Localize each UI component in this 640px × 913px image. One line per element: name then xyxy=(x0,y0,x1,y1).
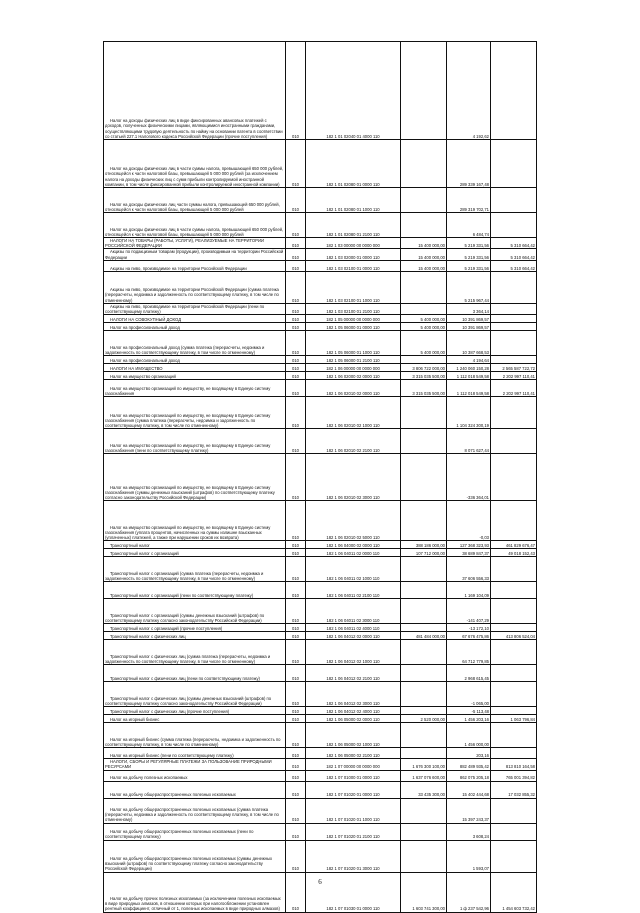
row-remainder-cell xyxy=(491,271,537,303)
table-row xyxy=(104,249,537,260)
row-kbk-cell: 182 1 06 05000 02 2100 110 xyxy=(306,748,401,759)
row-remainder-cell: 2 202 997 110,41 xyxy=(491,380,537,397)
row-plan-cell xyxy=(401,840,447,872)
row-kbk-cell: 182 1 01 02080 01 0000 110 xyxy=(306,140,401,188)
row-name-cell: Налог на доходы физических лиц части суммы налога, превышающей 650 000 рублей, относящейся к части налоговой базы, превышающей 5 000 000 рублей xyxy=(104,188,286,213)
row-plan-cell xyxy=(401,723,447,748)
row-plan-cell xyxy=(401,213,447,238)
row-code-cell: 010 xyxy=(286,249,306,260)
table-row xyxy=(104,582,537,599)
row-kbk-cell: 182 1 03 02000 01 0000 110 xyxy=(306,249,401,260)
row-plan-cell xyxy=(401,582,447,599)
row-plan-cell xyxy=(401,707,447,715)
row-remainder-cell xyxy=(491,397,537,429)
table-row xyxy=(104,238,537,249)
row-code-cell: 010 xyxy=(286,454,306,501)
row-name-cell: Транспортный налог с организаций (прочие поступления) xyxy=(104,624,286,632)
row-fact-cell: 10 391 869,57 xyxy=(447,315,491,323)
row-remainder-cell xyxy=(491,823,537,840)
row-kbk-cell: 182 1 06 04000 02 0000 110 xyxy=(306,541,401,549)
row-plan-cell xyxy=(401,798,447,823)
row-fact-cell: 5 215 967,44 xyxy=(447,271,491,303)
row-name-cell: Транспортный налог с физических лиц (суммы денежных взысканий (штрафов) по соответствующему платежу согласно законодательству Российской Федерации) xyxy=(104,682,286,707)
row-kbk-cell: 182 1 06 04011 02 2100 110 xyxy=(306,582,401,599)
table-row xyxy=(104,397,537,429)
row-fact-cell: 1 456 203,16 xyxy=(447,715,491,723)
row-plan-cell xyxy=(401,429,447,454)
row-code-cell: 010 xyxy=(286,501,306,541)
row-fact-cell: -141 407,29 xyxy=(447,599,491,624)
row-code-cell: 010 xyxy=(286,271,306,303)
row-fact-cell: 37 606 556,33 xyxy=(447,557,491,582)
table-row xyxy=(104,549,537,557)
row-plan-cell xyxy=(401,640,447,665)
row-kbk-cell: 182 1 06 04011 02 0000 110 xyxy=(306,549,401,557)
row-remainder-cell xyxy=(491,42,537,140)
row-name-cell: Транспортный налог с физических лиц (прочие поступления) xyxy=(104,707,286,715)
table-row xyxy=(104,707,537,715)
row-fact-cell: 10 387 668,53 xyxy=(447,331,491,356)
row-plan-cell xyxy=(401,748,447,759)
row-name-cell: Транспортный налог с организаций (суммы денежных взысканий (штрафов) по соответствующему платежу согласно законодательству Российской Федерации) xyxy=(104,599,286,624)
row-remainder-cell: 17 032 855,32 xyxy=(491,781,537,798)
row-code-cell: 010 xyxy=(286,303,306,314)
table-row xyxy=(104,781,537,798)
row-kbk-cell: 182 1 07 01030 01 0000 110 xyxy=(306,872,401,912)
row-name-cell: Налог на добычу прочих полезных ископаемых (за исключением полезных ископаемых в виде природных алмазов, в отношении которых при налогообложении установлен рентный коэффициент, отличный от 1, полезных ископаемых в виде природных алмазов) xyxy=(104,872,286,912)
row-kbk-cell: 182 1 06 04011 02 4000 110 xyxy=(306,624,401,632)
row-plan-cell: 2 520 000,00 xyxy=(401,715,447,723)
row-plan-cell: 15 400 000,00 xyxy=(401,260,447,271)
row-fact-cell: 4 192,62 xyxy=(447,42,491,140)
row-name-cell: Налог на доходы физических лиц в виде фиксированных авансовых платежей с доходов, полученных физическими лицами, являющимися иностранными гражданами, осуществляющими трудовую деятельность по найму на основании патента в соответствии со статьей 227.1 Налогового кодекса Российской Федерации (прочие поступления) xyxy=(104,42,286,140)
row-fact-cell: -1 065,00 xyxy=(447,682,491,707)
row-remainder-cell xyxy=(491,454,537,501)
row-remainder-cell xyxy=(491,624,537,632)
table-row xyxy=(104,372,537,380)
row-name-cell: Транспортный налог с организаций (сумма платежа (перерасчеты, недоимка и задолженность по соответствующему платежу, в том числе по отмененному) xyxy=(104,557,286,582)
row-fact-cell: 5 219 331,56 xyxy=(447,260,491,271)
row-name-cell: Налог на игорный бизнес (пени по соответствующему платежу) xyxy=(104,748,286,759)
row-remainder-cell xyxy=(491,599,537,624)
row-fact-cell: 5 219 331,56 xyxy=(447,238,491,249)
row-plan-cell: 15 400 000,00 xyxy=(401,249,447,260)
table-row xyxy=(104,748,537,759)
row-code-cell: 010 xyxy=(286,549,306,557)
row-code-cell: 010 xyxy=(286,723,306,748)
row-kbk-cell: 182 1 03 02100 01 1000 110 xyxy=(306,271,401,303)
row-remainder-cell xyxy=(491,640,537,665)
row-code-cell: 010 xyxy=(286,364,306,372)
row-plan-cell: 107 712 000,00 xyxy=(401,549,447,557)
row-fact-cell: 10 391 869,57 xyxy=(447,323,491,331)
row-code-cell: 010 xyxy=(286,541,306,549)
table-row xyxy=(104,188,537,213)
row-plan-cell xyxy=(401,665,447,682)
table-row xyxy=(104,271,537,303)
revenue-table xyxy=(103,41,537,913)
row-remainder-cell: 5 310 664,42 xyxy=(491,238,537,249)
row-kbk-cell: 182 1 06 02010 02 0000 110 xyxy=(306,380,401,397)
row-name-cell: НАЛОГИ НА ИМУЩЕСТВО xyxy=(104,364,286,372)
row-name-cell: НАЛОГИ, СБОРЫ И РЕГУЛЯРНЫЕ ПЛАТЕЖИ ЗА ПОЛЬЗОВАНИЕ ПРИРОДНЫМИ РЕСУРСАМИ xyxy=(104,759,286,770)
row-name-cell: Акцизы на пиво, производимое на территории Российской Федерации xyxy=(104,260,286,271)
row-fact-cell: 289 319 702,71 xyxy=(447,188,491,213)
row-fact-cell: 1 593,07 xyxy=(447,840,491,872)
row-plan-cell xyxy=(401,557,447,582)
row-kbk-cell: 182 1 06 04011 02 3000 110 xyxy=(306,599,401,624)
table-row xyxy=(104,798,537,823)
row-name-cell: Налог на имущество организаций по имуществу, не входящему в Единую систему газоснабжения (уплата процентов, начисленных на суммы излишне взысканных (уплаченных) платежей, а также при нарушении сроков их возврата) xyxy=(104,501,286,541)
row-kbk-cell: 182 1 07 01020 01 3000 110 xyxy=(306,840,401,872)
table-row xyxy=(104,140,537,188)
row-remainder-cell: 2 202 997 110,41 xyxy=(491,372,537,380)
row-name-cell: Налог на добычу полезных ископаемых xyxy=(104,770,286,781)
row-plan-cell: 1 603 741 300,00 xyxy=(401,872,447,912)
row-fact-cell: 1 ф 237 542,96 xyxy=(447,872,491,912)
row-remainder-cell xyxy=(491,582,537,599)
table-row xyxy=(104,715,537,723)
row-code-cell: 010 xyxy=(286,632,306,640)
row-remainder-cell xyxy=(491,331,537,356)
row-plan-cell xyxy=(401,397,447,429)
row-name-cell: Транспортный налог с физических лиц (пени по соответствующему платежу) xyxy=(104,665,286,682)
row-name-cell: Налог на имущество организаций по имуществу, не входящему в Единую систему газоснабжения (суммы денежных взысканий (штрафов) по соответствующему платежу согласно законодательству Российской Федерации) xyxy=(104,454,286,501)
row-plan-cell xyxy=(401,823,447,840)
row-plan-cell xyxy=(401,188,447,213)
row-name-cell: Акцизы на пиво, производимое на территории Российской Федерации (пени по соответствующему платежу) xyxy=(104,303,286,314)
row-name-cell: Налог на добычу общераспространенных полезных ископаемых (пени по соответствующему платежу) xyxy=(104,823,286,840)
row-kbk-cell: 182 1 05 00000 00 0000 000 xyxy=(306,315,401,323)
row-remainder-cell xyxy=(491,213,537,238)
row-kbk-cell: 182 1 06 04012 02 3000 110 xyxy=(306,682,401,707)
row-code-cell: 010 xyxy=(286,372,306,380)
table-row xyxy=(104,303,537,314)
row-plan-cell xyxy=(401,599,447,624)
row-kbk-cell: 182 1 03 02100 01 0000 110 xyxy=(306,260,401,271)
row-code-cell: 010 xyxy=(286,260,306,271)
row-code-cell: 010 xyxy=(286,682,306,707)
row-remainder-cell xyxy=(491,665,537,682)
row-code-cell: 010 xyxy=(286,557,306,582)
table-row xyxy=(104,723,537,748)
row-fact-cell: 1 169 104,09 xyxy=(447,582,491,599)
row-name-cell: Акцизы по подакцизным товарам (продукции), производимым на территории Российской Федерации xyxy=(104,249,286,260)
row-name-cell: НАЛОГИ НА ТОВАРЫ (РАБОТЫ, УСЛУГИ), РЕАЛИЗУЕМЫЕ НА ТЕРРИТОРИИ РОССИЙСКОЙ ФЕДЕРАЦИИ xyxy=(104,238,286,249)
row-fact-cell: -0,03 xyxy=(447,501,491,541)
row-fact-cell: 2 968 615,45 xyxy=(447,665,491,682)
row-remainder-cell: 1 063 796,84 xyxy=(491,715,537,723)
row-name-cell: Налог на добычу общераспространенных полезных ископаемых xyxy=(104,781,286,798)
row-remainder-cell xyxy=(491,840,537,872)
row-code-cell: 010 xyxy=(286,707,306,715)
row-fact-cell: 862 075 205,18 xyxy=(447,770,491,781)
row-kbk-cell: 182 1 01 02040 01 4000 110 xyxy=(306,42,401,140)
row-remainder-cell xyxy=(491,557,537,582)
row-code-cell: 010 xyxy=(286,323,306,331)
table-row xyxy=(104,42,537,140)
row-code-cell: 010 xyxy=(286,759,306,770)
row-name-cell: Налог на добычу общераспространенных полезных ископаемых (суммы денежных взысканий (штрафов) по соответствующему платежу согласно законодательству Российской Федерации) xyxy=(104,840,286,872)
row-kbk-cell: 182 1 05 06000 01 0000 110 xyxy=(306,323,401,331)
row-plan-cell: 5 400 000,00 xyxy=(401,323,447,331)
row-name-cell: Налог на имущество организаций по имуществу, не входящему в Единую систему газоснабжения (пени по соответствующему платежу) xyxy=(104,429,286,454)
row-code-cell: 010 xyxy=(286,599,306,624)
row-kbk-cell: 182 1 06 04012 02 4000 110 xyxy=(306,707,401,715)
row-code-cell: 010 xyxy=(286,331,306,356)
row-kbk-cell: 182 1 06 04012 02 1000 110 xyxy=(306,640,401,665)
row-name-cell: Акцизы на пиво, производимое на территории Российской Федерации (сумма платежа (перерасчеты, недоимка и задолженность по соответствующему платежу, в том числе по отмененному) xyxy=(104,271,286,303)
row-fact-cell: 15 397 243,37 xyxy=(447,798,491,823)
row-name-cell: НАЛОГИ НА СОВОКУПНЫЙ ДОХОД xyxy=(104,315,286,323)
table-row xyxy=(104,823,537,840)
table-row xyxy=(104,557,537,582)
row-fact-cell: 15 402 444,68 xyxy=(447,781,491,798)
row-fact-cell: -5 113,48 xyxy=(447,707,491,715)
row-plan-cell xyxy=(401,356,447,364)
row-code-cell: 010 xyxy=(286,429,306,454)
row-code-cell: 010 xyxy=(286,380,306,397)
row-plan-cell xyxy=(401,271,447,303)
row-plan-cell: 388 186 000,00 xyxy=(401,541,447,549)
row-plan-cell: 33 435 300,00 xyxy=(401,781,447,798)
row-code-cell: 010 xyxy=(286,582,306,599)
row-remainder-cell xyxy=(491,723,537,748)
row-plan-cell xyxy=(401,454,447,501)
table-row xyxy=(104,541,537,549)
table-row xyxy=(104,770,537,781)
table-row xyxy=(104,213,537,238)
row-remainder-cell xyxy=(491,501,537,541)
row-kbk-cell: 182 1 07 01020 01 0000 110 xyxy=(306,781,401,798)
row-plan-cell xyxy=(401,501,447,541)
row-code-cell: 010 xyxy=(286,42,306,140)
row-kbk-cell: 182 1 01 02080 01 2100 110 xyxy=(306,213,401,238)
row-code-cell: 010 xyxy=(286,315,306,323)
table-row xyxy=(104,315,537,323)
row-remainder-cell: 1 454 603 732,42 xyxy=(491,872,537,912)
row-name-cell: Транспортный налог с организаций (пени по соответствующему платежу) xyxy=(104,582,286,599)
row-remainder-cell xyxy=(491,682,537,707)
table-row xyxy=(104,759,537,770)
row-fact-cell: 8 071 627,44 xyxy=(447,429,491,454)
row-name-cell: Налог на профессиональный доход xyxy=(104,356,286,364)
row-code-cell: 010 xyxy=(286,798,306,823)
table-row xyxy=(104,454,537,501)
row-remainder-cell xyxy=(491,748,537,759)
row-plan-cell: 1 637 076 600,00 xyxy=(401,770,447,781)
row-plan-cell xyxy=(401,624,447,632)
row-fact-cell: -336 364,01 xyxy=(447,454,491,501)
row-fact-cell: 6 484,74 xyxy=(447,213,491,238)
row-code-cell: 010 xyxy=(286,140,306,188)
table-row xyxy=(104,364,537,372)
row-name-cell: Налог на имущество организаций по имуществу, не входящему в Единую систему газоснабжения xyxy=(104,380,286,397)
row-remainder-cell: 5 310 664,42 xyxy=(491,260,537,271)
row-plan-cell: 481 484 000,00 xyxy=(401,632,447,640)
row-code-cell: 010 xyxy=(286,640,306,665)
row-name-cell: Налог на доходы физических лиц в части суммы налога, превышающей 650 000 рублей, относящейся к части налоговой базы, превышающей 5 000 000 рублей xyxy=(104,213,286,238)
row-code-cell: 010 xyxy=(286,715,306,723)
row-fact-cell: 1 112 018 549,58 xyxy=(447,380,491,397)
row-code-cell: 010 xyxy=(286,213,306,238)
row-plan-cell: 3 806 722 000,00 xyxy=(401,364,447,372)
table-row xyxy=(104,260,537,271)
row-kbk-cell: 182 1 07 00000 00 0000 000 xyxy=(306,759,401,770)
row-code-cell: 010 xyxy=(286,840,306,872)
row-plan-cell xyxy=(401,42,447,140)
row-name-cell: Налог на доходы физических лиц в части суммы налога, превышающей 650 000 рублей, относящейся к части налоговой базы, превышающей 5 000 000 рублей (за исключением налога на доходы физических лиц с сумм прибыли контролируемой иностранной компании, в том числе фиксированной прибыли контролируемой иностранной компании) xyxy=(104,140,286,188)
row-kbk-cell: 182 1 06 02000 02 0000 110 xyxy=(306,372,401,380)
table-row xyxy=(104,840,537,872)
row-fact-cell: 203,16 xyxy=(447,748,491,759)
row-name-cell: Налог на имущество организаций xyxy=(104,372,286,380)
row-fact-cell: 1 104 324 300,19 xyxy=(447,397,491,429)
row-name-cell: Транспортный налог xyxy=(104,541,286,549)
row-plan-cell xyxy=(401,303,447,314)
row-kbk-cell: 182 1 06 02010 02 2100 110 xyxy=(306,429,401,454)
row-name-cell: Налог на добычу общераспространенных полезных ископаемых (сумма платежа (перерасчеты, недоимка и задолженность по соответствующему платежу, в том числе по отмененному) xyxy=(104,798,286,823)
row-kbk-cell: 182 1 03 00000 00 0000 000 xyxy=(306,238,401,249)
row-code-cell: 010 xyxy=(286,356,306,364)
row-fact-cell: 289 339 167,48 xyxy=(447,140,491,188)
row-kbk-cell: 182 1 01 02080 01 1000 110 xyxy=(306,188,401,213)
row-kbk-cell: 182 1 05 06000 01 2100 110 xyxy=(306,356,401,364)
row-code-cell: 010 xyxy=(286,823,306,840)
row-name-cell: Транспортный налог с физических лиц (сумма платежа (перерасчеты, недоимка и задолженность по соответствующему платежу, в том числе по отмененному) xyxy=(104,640,286,665)
row-code-cell: 010 xyxy=(286,781,306,798)
row-fact-cell: 4 194,64 xyxy=(447,356,491,364)
row-code-cell: 010 xyxy=(286,770,306,781)
row-remainder-cell: 2 565 587 722,72 xyxy=(491,364,537,372)
row-remainder-cell xyxy=(491,707,537,715)
table-row xyxy=(104,380,537,397)
table-row xyxy=(104,501,537,541)
row-kbk-cell: 182 1 06 02010 02 3000 110 xyxy=(306,454,401,501)
row-plan-cell: 15 400 000,00 xyxy=(401,238,447,249)
table-row xyxy=(104,682,537,707)
row-plan-cell: 3 315 035 500,00 xyxy=(401,380,447,397)
row-name-cell: Налог на игорный бизнес (сумма платежа (перерасчеты, недоимка и задолженность по соответствующему платежу, в том числе по отмененному) xyxy=(104,723,286,748)
row-fact-cell: 3 364,14 xyxy=(447,303,491,314)
table-row xyxy=(104,429,537,454)
row-remainder-cell: 813 810 164,58 xyxy=(491,759,537,770)
row-remainder-cell: 49 018 152,43 xyxy=(491,549,537,557)
row-code-cell: 010 xyxy=(286,397,306,429)
row-name-cell: Налог на имущество организаций по имуществу, не входящему в Единую систему газоснабжения (сумма платежа (перерасчеты, недоимка и задолженность по соответствующему платежу, в том числе по отмененному) xyxy=(104,397,286,429)
row-code-cell: 010 xyxy=(286,748,306,759)
table-row xyxy=(104,665,537,682)
page-number: 6 xyxy=(318,878,322,886)
row-code-cell: 010 xyxy=(286,665,306,682)
table-row xyxy=(104,331,537,356)
row-kbk-cell: 182 1 06 04011 02 1000 110 xyxy=(306,557,401,582)
row-fact-cell: 1 240 060 150,28 xyxy=(447,364,491,372)
document-page xyxy=(103,41,536,913)
row-plan-cell xyxy=(401,682,447,707)
row-fact-cell: 1 456 000,00 xyxy=(447,723,491,748)
table-row xyxy=(104,632,537,640)
row-kbk-cell: 182 1 06 05000 02 1000 110 xyxy=(306,723,401,748)
row-fact-cell: 1 112 018 549,58 xyxy=(447,372,491,380)
row-plan-cell xyxy=(401,140,447,188)
row-remainder-cell: 765 001 394,82 xyxy=(491,770,537,781)
row-remainder-cell xyxy=(491,356,537,364)
row-kbk-cell: 182 1 06 02010 02 1000 110 xyxy=(306,397,401,429)
table-row xyxy=(104,599,537,624)
row-kbk-cell: 182 1 03 02100 01 2100 110 xyxy=(306,303,401,314)
row-remainder-cell xyxy=(491,140,537,188)
row-plan-cell: 5 400 000,00 xyxy=(401,331,447,356)
row-fact-cell: 127 368 323,93 xyxy=(447,541,491,549)
row-name-cell: Транспортный налог с физических лиц xyxy=(104,632,286,640)
row-fact-cell: 64 712 779,85 xyxy=(447,640,491,665)
table-row xyxy=(104,356,537,364)
row-plan-cell: 5 400 000,00 xyxy=(401,315,447,323)
row-code-cell: 010 xyxy=(286,872,306,912)
row-remainder-cell xyxy=(491,429,537,454)
row-code-cell: 010 xyxy=(286,188,306,213)
row-kbk-cell: 182 1 06 02010 02 5000 110 xyxy=(306,501,401,541)
table-row xyxy=(104,640,537,665)
row-fact-cell: 882 489 935,42 xyxy=(447,759,491,770)
row-remainder-cell xyxy=(491,303,537,314)
row-kbk-cell: 182 1 05 06000 01 1000 110 xyxy=(306,331,401,356)
row-remainder-cell xyxy=(491,323,537,331)
row-code-cell: 010 xyxy=(286,238,306,249)
row-remainder-cell xyxy=(491,798,537,823)
row-fact-cell: -13 172,10 xyxy=(447,624,491,632)
row-plan-cell: 1 676 300 100,00 xyxy=(401,759,447,770)
row-kbk-cell: 182 1 07 01020 01 2100 110 xyxy=(306,823,401,840)
row-kbk-cell: 182 1 06 04012 02 2100 110 xyxy=(306,665,401,682)
row-remainder-cell xyxy=(491,315,537,323)
row-remainder-cell: 5 310 664,42 xyxy=(491,249,537,260)
row-name-cell: Налог на игорный бизнес xyxy=(104,715,286,723)
row-plan-cell: 3 315 035 500,00 xyxy=(401,372,447,380)
row-kbk-cell: 182 1 06 00000 00 0000 000 xyxy=(306,364,401,372)
row-kbk-cell: 182 1 07 01020 01 1000 110 xyxy=(306,798,401,823)
row-kbk-cell: 182 1 06 04012 02 0000 110 xyxy=(306,632,401,640)
row-kbk-cell: 182 1 06 05000 02 0000 110 xyxy=(306,715,401,723)
row-fact-cell: 38 689 847,37 xyxy=(447,549,491,557)
table-row xyxy=(104,624,537,632)
row-remainder-cell: 413 806 524,04 xyxy=(491,632,537,640)
row-name-cell: Транспортный налог с организаций xyxy=(104,549,286,557)
row-code-cell: 010 xyxy=(286,624,306,632)
row-remainder-cell xyxy=(491,188,537,213)
table-row xyxy=(104,323,537,331)
row-name-cell: Налог на профессиональный доход (сумма платежа (перерасчеты, недоимка и задолженность по соответствующему платежу, в том числе по отмененному) xyxy=(104,331,286,356)
row-kbk-cell: 182 1 07 01000 01 0000 110 xyxy=(306,770,401,781)
row-fact-cell: 67 676 475,86 xyxy=(447,632,491,640)
row-fact-cell: 3 608,24 xyxy=(447,823,491,840)
row-name-cell: Налог на профессиональный доход xyxy=(104,323,286,331)
row-fact-cell: 5 219 331,56 xyxy=(447,249,491,260)
row-remainder-cell: 461 829 676,47 xyxy=(491,541,537,549)
